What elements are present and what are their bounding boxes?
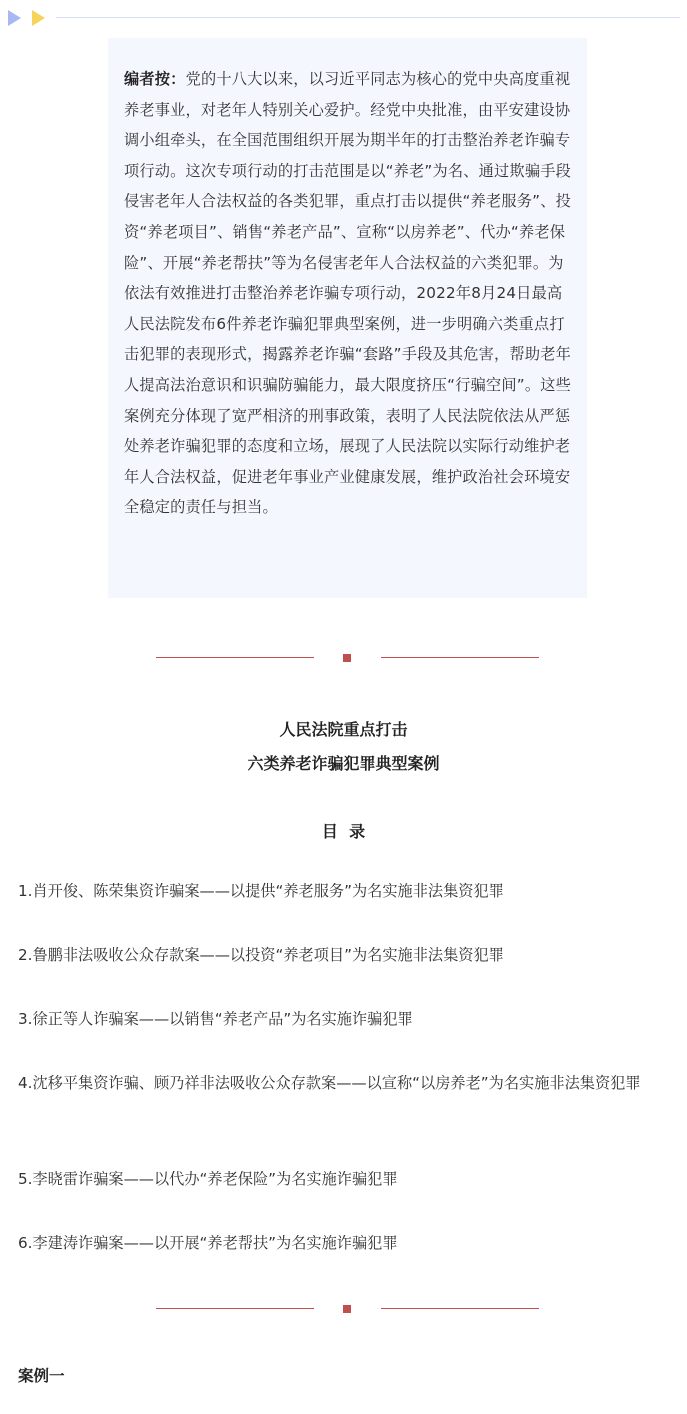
editor-note-box [108,38,587,598]
triangle-icon [32,10,45,26]
toc-item: 3.徐正等人诈骗案——以销售“养老产品”为名实施诈骗犯罪 [18,1010,413,1028]
top-divider-line [56,17,680,18]
toc-item: 6.李建涛诈骗案——以开展“养老帮扶”为名实施诈骗犯罪 [18,1234,398,1252]
page-title-line1: 人民法院重点打击 [279,720,408,739]
editor-note-body: 党的十八大以来，以习近平同志为核心的党中央高度重视养老事业，对老年人特别关心爱护。经党中央批准，由平安建设协调小组牵头，在全国范围组织开展为期半年的打击整治养老诈骗专项行动。这次专项行动的打击范围是以“养老”为名、通过欺骗手段侵害老年人合法权益的各类犯罪，重点打击以提供“养老服务”、投资“养老项目”、销售“养老产品”、宣称“以房养老”、代办“养老保险”、开展“养老帮扶”等为名侵害老年人合法权益的六类犯罪。为依法有效推进打击整治养老诈骗专项行动，2022年8月24日最高人民法院发布6件养老诈骗犯罪典型案例，进一步明确六类重点打击犯罪的表现形式，揭露养老诈骗“套路”手段及其危害，帮助老年人提高法治意识和识骗防骗能力，最大限度挤压“行骗空间”。这些案例充分体现了宽严相济的刑事政策，表明了人民法院依法从严惩处养老诈骗犯罪的态度和立场，展现了人民法院以实际行动维护老年人合法权益，促进老年事业产业健康发展，维护政治社会环境安全稳定的责任与担当。 [124,70,571,517]
divider-line-left [156,1308,314,1309]
toc-item: 1.肖开俊、陈荣集资诈骗案——以提供“养老服务”为名实施非法集资犯罪 [18,882,504,900]
divider-line-left [156,657,314,658]
top-decoration [8,8,680,28]
editor-note-label: 编者按： [124,70,186,88]
triangle-icon [8,10,21,26]
toc-item: 2.鲁鹏非法吸收公众存款案——以投资“养老项目”为名实施非法集资犯罪 [18,946,504,964]
editor-note-text [124,64,575,523]
divider-square-icon [343,1305,351,1313]
toc-item: 4.沈移平集资诈骗、顾乃祥非法吸收公众存款案——以宣称“以房养老”为名实施非法集资犯罪 [18,1074,641,1092]
case-heading: 案例一 [18,1367,65,1385]
divider-square-icon [343,654,351,662]
toc-item: 5.李晓雷诈骗案——以代办“养老保险”为名实施诈骗犯罪 [18,1170,398,1188]
divider-line-right [381,1308,539,1309]
page-title-line2: 六类养老诈骗犯罪典型案例 [247,754,440,773]
section-divider [156,653,539,663]
divider-line-right [381,657,539,658]
section-divider [156,1304,539,1314]
toc-heading: 目 录 [321,822,366,841]
